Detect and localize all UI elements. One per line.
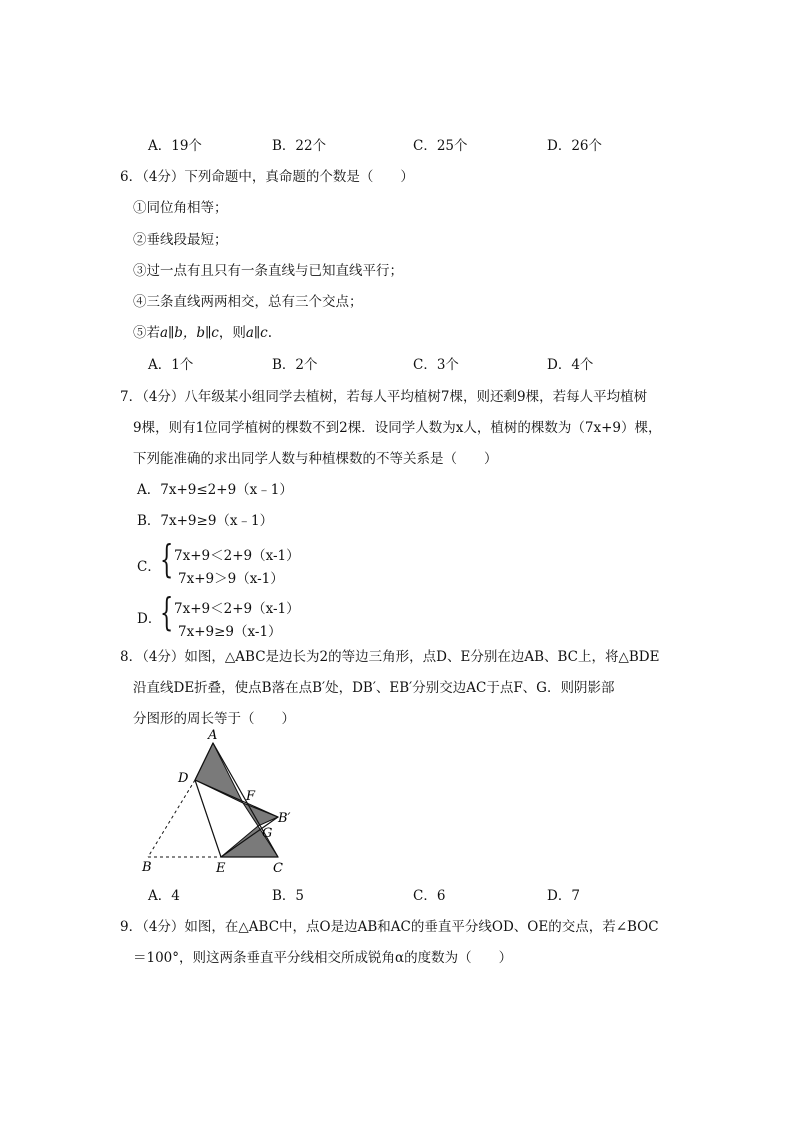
q5-option-c: C．25个: [413, 138, 468, 154]
q6-option-b: B．2个: [272, 357, 318, 373]
label-f: F: [246, 789, 256, 804]
q8-option-a: A．4: [148, 888, 180, 904]
label-bprime: B′: [278, 811, 291, 826]
q7-line-3: 下列能准确的求出同学人数与种植棵数的不等关系是（ ）: [133, 451, 498, 467]
label-g: G: [262, 826, 273, 841]
q6-item-5-prefix: ⑤若: [133, 325, 160, 341]
q7-option-d-line-2: 7x+9≥9（x-1）: [178, 624, 282, 640]
q6-item-5-math2: a∥c: [245, 325, 268, 341]
q9-line-2: ＝100°，则这两条垂直平分线相交所成锐角α的度数为（ ）: [133, 950, 513, 966]
dashed-db: [148, 780, 195, 857]
q6-item-5-math: a∥b，b∥c: [160, 325, 219, 341]
label-b: B: [142, 860, 152, 875]
q8-line-3: 分图形的周长等于（ ）: [133, 711, 295, 727]
label-e: E: [216, 861, 226, 876]
q7-line-1: 7．（4分）八年级某小组同学去植树，若每人平均植树7棵，则还剩9棵，若每人平均植树: [120, 389, 648, 405]
q6-item-5-end: .: [267, 325, 273, 341]
q7-line-2: 9棵，则有1位同学植树的棵数不到2棵．设同学人数为x人，植树的棵数为（7x+9）棵，: [133, 420, 662, 436]
q6-item-5-mid: ，则: [218, 325, 246, 341]
q6-option-a: A．1个: [148, 357, 194, 373]
side-dbprime: [195, 780, 278, 817]
brace-icon: {: [160, 590, 174, 634]
shaded-top-triangle: [195, 743, 243, 803]
q7-option-a: A．7x+9≤2+9（x﹣1）: [137, 482, 293, 498]
q6-option-c: C．3个: [413, 357, 459, 373]
q6-stem: 6．（4分）下列命题中，真命题的个数是（ ）: [120, 169, 414, 185]
q6-item-2: ②垂线段最短；: [133, 232, 228, 248]
q8-option-c: C．6: [413, 888, 446, 904]
q7-option-b: B．7x+9≥9（x﹣1）: [137, 513, 274, 529]
q8-option-b: B．5: [272, 888, 305, 904]
q7-option-c-line-2: 7x+9＞9（x-1）: [178, 571, 284, 587]
label-c: C: [273, 861, 283, 876]
q6-item-5: [133, 321, 272, 341]
q8-line-1: 8．（4分）如图，△ABC是边长为2的等边三角形，点D、E分别在边AB、BC上，将△BDE: [120, 649, 660, 665]
label-a: A: [208, 728, 218, 743]
q6-item-1: ①同位角相等；: [133, 200, 228, 216]
q6-item-4: ④三条直线两两相交，总有三个交点；: [133, 294, 363, 310]
brace-icon: {: [160, 537, 174, 581]
q8-option-d: D．7: [547, 888, 580, 904]
q6-item-3: ③过一点有且只有一条直线与已知直线平行；: [133, 263, 403, 279]
q7-option-c-line-1: 7x+9＜2+9（x-1）: [174, 548, 300, 564]
q7-option-d-label: D．: [137, 611, 162, 627]
q5-option-a: A．19个: [148, 138, 202, 154]
fold-line-de: [195, 780, 221, 857]
q5-option-b: B．22个: [272, 138, 327, 154]
q5-option-d: D．26个: [547, 138, 603, 154]
q8-triangle-figure: [130, 725, 310, 880]
q9-line-1: 9．（4分）如图，在△ABC中，点O是边AB和AC的垂直平分线OD、OE的交点，若∠BOC: [120, 919, 659, 935]
q7-option-c-label: C．: [137, 559, 161, 575]
q8-line-2: 沿直线DE折叠，使点B落在点B′处，DB′、EB′分别交边AC于点F、G．则阴影部: [133, 680, 615, 696]
q6-option-d: D．4个: [547, 357, 594, 373]
label-d: D: [178, 771, 189, 786]
q7-option-d-line-1: 7x+9＜2+9（x-1）: [174, 601, 300, 617]
